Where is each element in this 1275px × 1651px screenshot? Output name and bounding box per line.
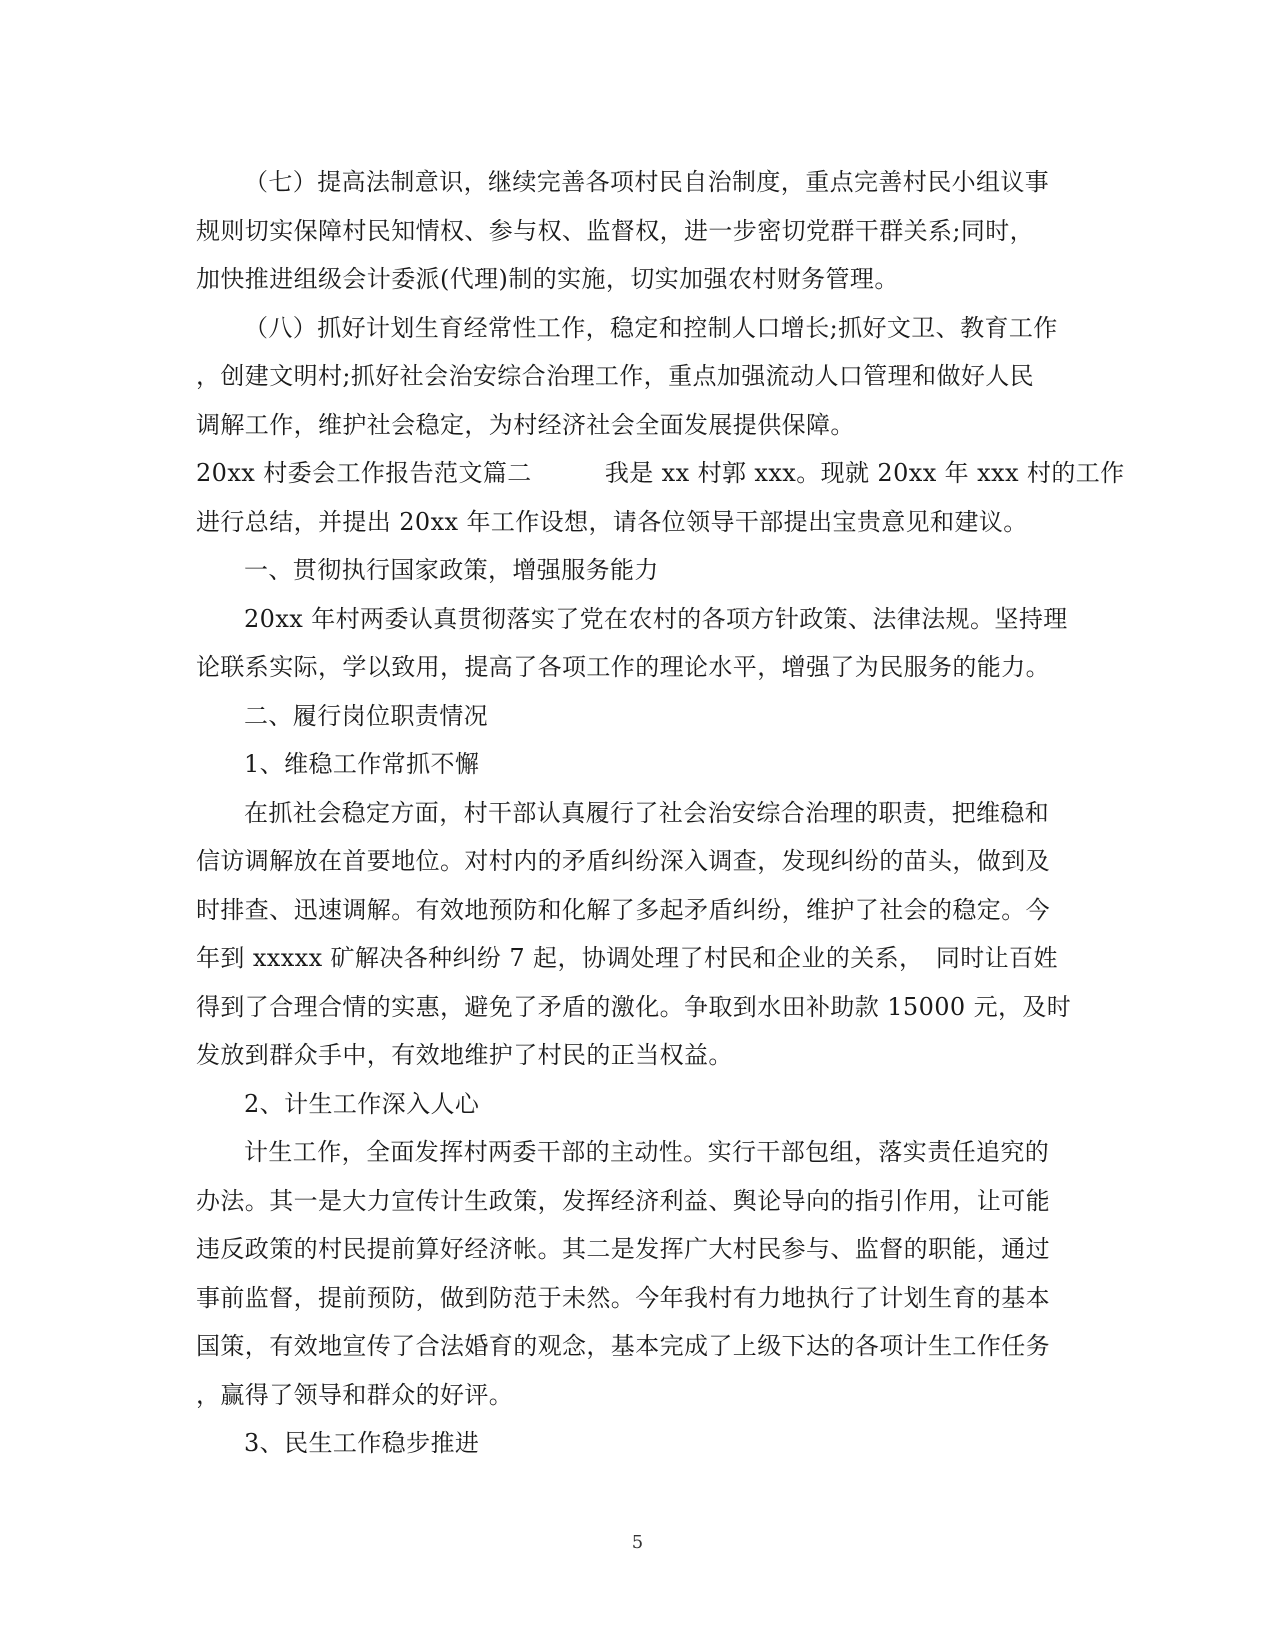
text-line: 违反政策的村民提前算好经济帐。其二是发挥广大村民参与、监督的职能，通过	[196, 1235, 1050, 1263]
section-heading: 二、履行岗位职责情况	[244, 701, 488, 730]
text-line: 办法。其一是大力宣传计生政策，发挥经济利益、舆论导向的指引作用，让可能	[196, 1186, 1050, 1215]
text-line: 时排查、迅速调解。有效地预防和化解了多起矛盾纠纷，维护了社会的稳定。今	[196, 895, 1050, 924]
text-line: 加快推进组级会计委派(代理)制的实施，切实加强农村财务管理。	[196, 265, 899, 293]
text-line: 20xx 村委会工作报告范文篇二 我是 xx 村郭 xxx。现就 20xx 年 xxx 村的工作	[196, 459, 1125, 487]
text-line: 事前监督，提前预防，做到防范于未然。今年我村有力地执行了计划生育的基本	[196, 1283, 1050, 1312]
text-line: 在抓社会稳定方面，村干部认真履行了社会治安综合治理的职责，把维稳和	[244, 798, 1050, 827]
text-line: 论联系实际，学以致用，提高了各项工作的理论水平，增强了为民服务的能力。	[196, 653, 1050, 681]
text-line: （八）抓好计划生育经常性工作，稳定和控制人口增长;抓好文卫、教育工作	[244, 313, 1058, 342]
text-line: 信访调解放在首要地位。对村内的矛盾纠纷深入调查，发现纠纷的苗头，做到及	[196, 847, 1050, 875]
subsection-heading: 1、维稳工作常抓不懈	[244, 750, 480, 778]
text-line: 20xx 年村两委认真贯彻落实了党在农村的各项方针政策、法律法规。坚持理	[244, 604, 1068, 633]
text-line: 进行总结，并提出 20xx 年工作设想，请各位领导干部提出宝贵意见和建议。	[196, 507, 1028, 536]
text-line: 年到 xxxxx 矿解决各种纠纷 7 起，协调处理了村民和企业的关系， 同时让百姓	[196, 944, 1058, 972]
text-line: 调解工作，维护社会稳定，为村经济社会全面发展提供保障。	[196, 410, 855, 439]
text-line: 国策，有效地宣传了合法婚育的观念，基本完成了上级下达的各项计生工作任务	[196, 1332, 1050, 1360]
text-line: 规则切实保障村民知情权、参与权、监督权，进一步密切党群干群关系;同时，	[196, 216, 1035, 245]
text-line: ，创建文明村;抓好社会治安综合治理工作，重点加强流动人口管理和做好人民	[196, 362, 1035, 390]
text-line: ，赢得了领导和群众的好评。	[196, 1380, 514, 1409]
text-line: 计生工作，全面发挥村两委干部的主动性。实行干部包组，落实责任追究的	[244, 1138, 1050, 1166]
page-number: 5	[631, 1532, 644, 1553]
subsection-heading: 2、计生工作深入人心	[244, 1089, 480, 1118]
document-body	[196, 158, 1125, 1468]
text-line: 得到了合理合情的实惠，避免了矛盾的激化。争取到水田补助款 15000 元，及时	[196, 992, 1072, 1021]
text-line: （七）提高法制意识，继续完善各项村民自治制度，重点完善村民小组议事	[244, 168, 1050, 196]
section-heading: 一、贯彻执行国家政策，增强服务能力	[244, 556, 659, 584]
text-line: 发放到群众手中，有效地维护了村民的正当权益。	[196, 1041, 733, 1069]
subsection-heading: 3、民生工作稳步推进	[244, 1429, 480, 1457]
